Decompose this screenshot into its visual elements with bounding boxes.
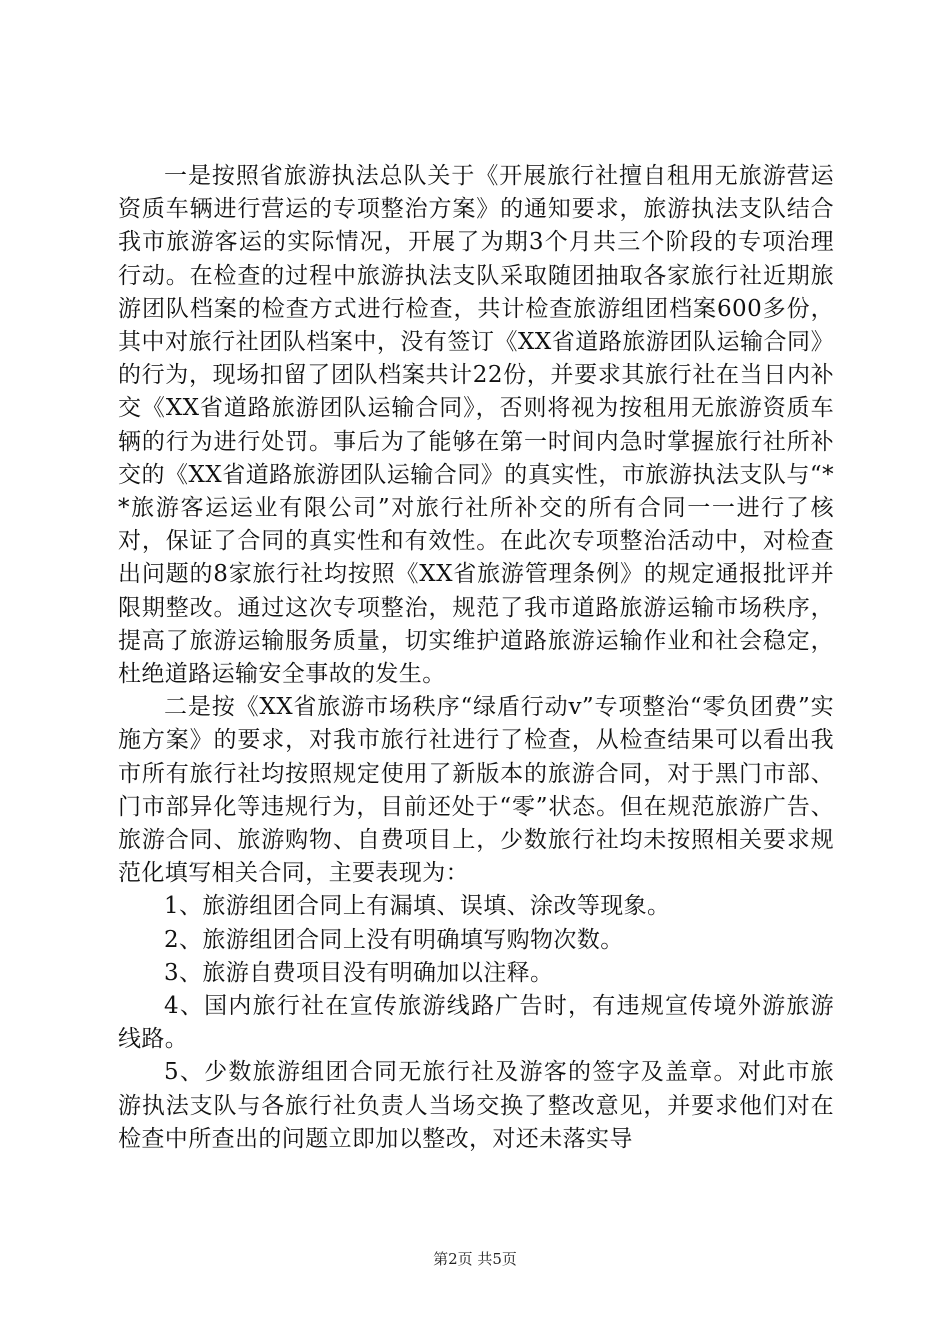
document-body <box>118 160 834 1156</box>
list-item-3: 3、旅游自费项目没有明确加以注释。 <box>164 959 554 986</box>
list-item-5: 5、少数旅游组团合同无旅行社及游客的签字及盖章。对此市旅游执法支队与各旅行社负责人当场交换了整改意见，并要求他们对在检查中所查出的问题立即加以整改，对还未落实导 <box>118 1059 834 1152</box>
list-item-4: 4、国内旅行社在宣传旅游线路广告时，有违规宣传境外游旅游线路。 <box>118 993 834 1053</box>
paragraph-2: 二是按《XX省旅游市场秩序“绿盾行动v”专项整治“零负团费”实施方案》的要求，对我市旅行社进行了检查，从检查结果可以看出我市所有旅行社均按照规定使用了新版本的旅游合同，对于黑门市部、门市部异化等违规行为，目前还处于“零”状态。但在规范旅游广告、旅游合同、旅游购物、自费项目上，少数旅行社均未按照相关要求规范化填写相关合同，主要表现为： <box>118 694 834 887</box>
list-item-1: 1、旅游组团合同上有漏填、误填、涂改等现象。 <box>164 893 671 920</box>
list-item-2: 2、旅游组团合同上没有明确填写购物次数。 <box>164 926 624 953</box>
page-footer: 第2页 共5页 <box>433 1250 517 1268</box>
paragraph-1: 一是按照省旅游执法总队关于《开展旅行社擅自租用无旅游营运资质车辆进行营运的专项整治方案》的通知要求，旅游执法支队结合我市旅游客运的实际情况，开展了为期3个月共三个阶段的专项治理行动。在检查的过程中旅游执法支队采取随团抽取各家旅行社近期旅游团队档案的检查方式进行检查，共计检查旅游组团档案600多份，其中对旅行社团队档案中，没有签订《XX省道路旅游团队运输合同》的行为，现场扣留了团队档案共计22份，并要求其旅行社在当日内补交《XX省道路旅游团队运输合同》，否则将视为按租用无旅游资质车辆的行为进行处罚。事后为了能够在第一时间内急时掌握旅行社所补交的《XX省道路旅游团队运输合同》的真实性，市旅游执法支队与“**旅游客运运业有限公司”对旅行社所补交的所有合同一一进行了核对，保证了合同的真实性和有效性。在此次专项整治活动中，对检查出问题的8家旅行社均按照《XX省旅游管理条例》的规定通报批评并限期整改。通过这次专项整治，规范了我市道路旅游运输市场秩序，提高了旅游运输服务质量，切实维护道路旅游运输作业和社会稳定，杜绝道路运输安全事故的发生。 <box>118 163 834 688</box>
